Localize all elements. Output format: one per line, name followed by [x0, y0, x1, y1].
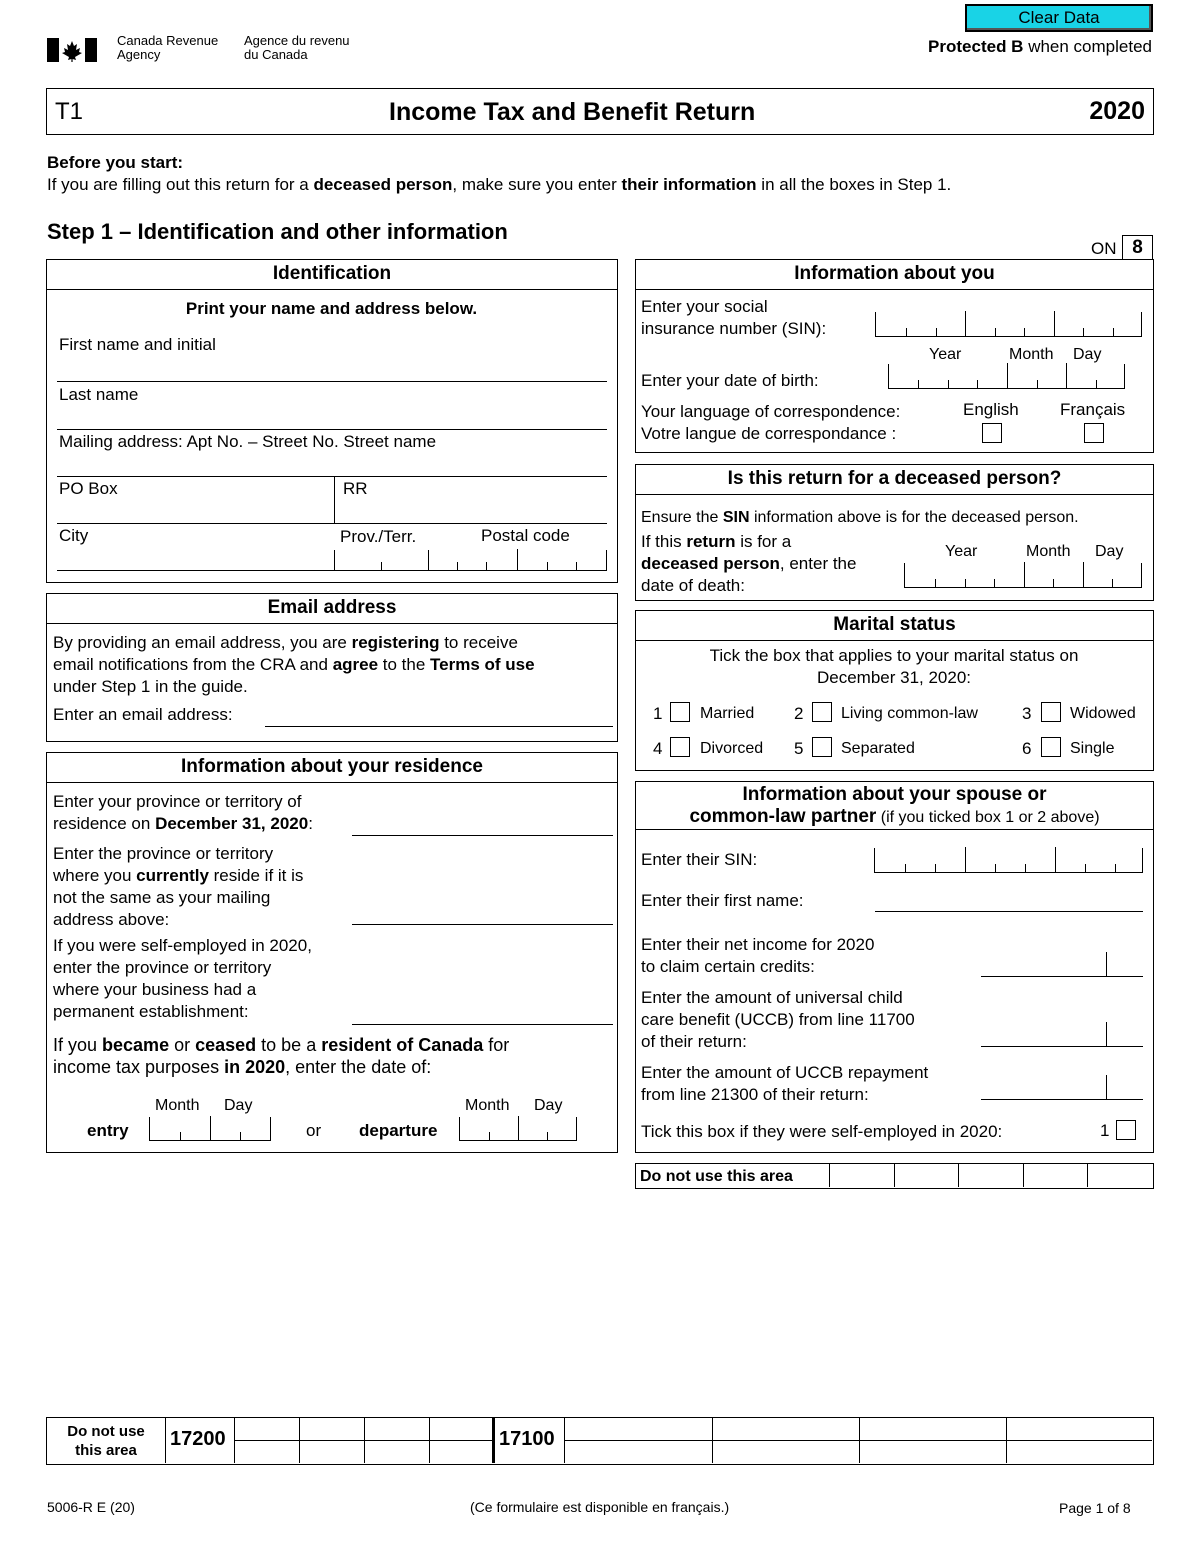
dob-day-label: Day: [1073, 346, 1102, 363]
residence-dec31-line: [352, 835, 613, 836]
po-box-line: [57, 523, 607, 524]
rr-input[interactable]: [343, 500, 605, 522]
spouse-uccb-repayment-label: Enter the amount of UCCB repayment from line 21300 of their return:: [641, 1063, 929, 1104]
widowed-checkbox[interactable]: [1041, 702, 1061, 722]
entry-label: entry: [87, 1121, 129, 1140]
departure-month-label: Month: [465, 1097, 510, 1114]
marital-option-num: 3: [1022, 704, 1032, 723]
spouse-net-income-field[interactable]: [981, 953, 1143, 977]
province-number-box: [1122, 235, 1153, 260]
english-checkbox[interactable]: [982, 423, 1002, 443]
common-law-label: Living common-law: [841, 705, 978, 722]
code-17100: 17100: [499, 1428, 555, 1450]
po-box-label: PO Box: [59, 479, 118, 498]
code-17200: 17200: [170, 1428, 226, 1450]
entry-date-field[interactable]: [149, 1117, 271, 1141]
death-month-label: Month: [1026, 543, 1071, 560]
or-label: or: [306, 1121, 322, 1140]
departure-label: departure: [359, 1121, 438, 1140]
marital-option-num: 6: [1022, 739, 1032, 758]
tax-year: 2020: [1089, 97, 1145, 125]
print-name-note: Print your name and address below.: [185, 299, 478, 318]
dob-year-label: Year: [929, 346, 962, 363]
marital-status-section: [635, 610, 1154, 771]
francais-label: Français: [1060, 400, 1126, 419]
single-label: Single: [1070, 740, 1115, 757]
deceased-header: Is this return for a deceased person?: [636, 465, 1153, 495]
city-line: [57, 570, 335, 571]
po-box-input[interactable]: [59, 500, 329, 522]
email-label: Enter an email address:: [53, 705, 233, 724]
death-date-field[interactable]: [904, 563, 1142, 588]
mailing-address-label: Mailing address: Apt No. – Street No. Street name: [59, 432, 437, 451]
widowed-label: Widowed: [1070, 705, 1136, 722]
protected-b-note: Protected B when completed: [928, 37, 1152, 56]
email-input[interactable]: [265, 704, 611, 726]
deceased-section: [635, 464, 1154, 601]
residence-section: [46, 752, 618, 1153]
entry-day-label: Day: [224, 1097, 253, 1114]
do-not-use-label: Do not use this area: [640, 1168, 793, 1185]
po-box-divider: [334, 476, 335, 523]
departure-day-label: Day: [534, 1097, 563, 1114]
form-code: 5006-R E (20): [47, 1499, 135, 1515]
do-not-use-area-bottom: [46, 1417, 1154, 1465]
before-you-start-text: If you are filling out this return for a deceased person, make sure you enter their information in all the boxes in Step 1.: [47, 175, 952, 194]
marital-option-num: 4: [653, 739, 663, 758]
separated-label: Separated: [841, 740, 915, 757]
email-section: [46, 593, 618, 742]
agency-name-english: Canada Revenue Agency: [117, 33, 219, 62]
agency-name-french: Agence du revenu du Canada: [244, 33, 350, 62]
entry-month-label: Month: [155, 1097, 200, 1114]
identification-header: Identification: [47, 260, 617, 290]
about-you-section: [635, 259, 1154, 453]
first-name-line: [57, 381, 607, 382]
self-employed-residence-input[interactable]: [353, 1001, 611, 1023]
resident-change-label: If you became or ceased to be a resident of Canada for income tax purposes in 2020, enter the date of:: [53, 1035, 510, 1077]
title-bar: [46, 88, 1154, 135]
self-employed-residence-line: [352, 1024, 613, 1025]
canada-flag-logo: [47, 38, 97, 62]
identification-section: [46, 259, 618, 583]
city-input[interactable]: [59, 547, 329, 569]
mailing-address-line: [57, 476, 607, 477]
death-year-label: Year: [945, 543, 978, 560]
prov-terr-field[interactable]: [334, 550, 429, 571]
current-residence-label: Enter the province or territory where you currently reside if it is not the same as your mailing address above:: [53, 844, 304, 929]
current-residence-input[interactable]: [353, 901, 611, 923]
marital-status-header: Marital status: [636, 611, 1153, 641]
english-label: English: [963, 400, 1019, 419]
email-text-line2: email notifications from the CRA and agree to the Terms of use: [53, 655, 535, 674]
page-number: Page 1 of 8: [1059, 1500, 1131, 1516]
step1-heading: Step 1 – Identification and other information: [47, 219, 508, 244]
form-title: Income Tax and Benefit Return: [389, 98, 756, 126]
sin-label: Enter your social insurance number (SIN):: [641, 297, 827, 338]
single-checkbox[interactable]: [1041, 737, 1061, 757]
death-day-label: Day: [1095, 543, 1124, 560]
spouse-self-employed-num: 1: [1100, 1121, 1110, 1140]
first-name-input[interactable]: [59, 358, 605, 380]
marital-option-num: 5: [794, 739, 804, 758]
residence-header: Information about your residence: [47, 753, 617, 783]
marital-note: Tick the box that applies to your marital status on December 31, 2020:: [709, 646, 1079, 687]
province-number: 8: [1132, 237, 1143, 258]
rr-label: RR: [343, 479, 368, 498]
email-header: Email address: [47, 594, 617, 624]
before-you-start-heading: Before you start:: [47, 153, 184, 172]
dob-month-label: Month: [1009, 346, 1054, 363]
residence-dec31-input[interactable]: [353, 812, 611, 834]
city-label: City: [59, 526, 89, 545]
first-name-label: First name and initial: [59, 335, 216, 354]
separated-checkbox[interactable]: [812, 737, 832, 757]
postal-code-label: Postal code: [481, 526, 570, 545]
spouse-self-employed-checkbox[interactable]: [1116, 1120, 1136, 1140]
dob-field[interactable]: [888, 364, 1125, 389]
spouse-uccb-field[interactable]: [981, 1023, 1143, 1047]
language-label: Your language of correspondence: Votre langue de correspondance :: [641, 402, 901, 443]
self-employed-residence-label: If you were self-employed in 2020, enter the province or territory where your business had a permanent establishment:: [53, 936, 312, 1021]
prov-terr-label: Prov./Terr.: [340, 527, 417, 546]
email-line: [265, 726, 613, 727]
spouse-first-name-input[interactable]: [877, 888, 1141, 910]
spouse-uccb-repayment-field[interactable]: [981, 1076, 1143, 1100]
spouse-section: [635, 781, 1154, 1153]
deceased-date-label: If this return is for a deceased person, enter the date of death:: [641, 532, 857, 595]
spouse-header: Information about your spouse or common-law partner (if you ticked box 1 or 2 above): [636, 782, 1153, 830]
marital-option-num: 1: [653, 704, 663, 723]
spouse-sin-field[interactable]: [874, 848, 1143, 873]
email-text-line1: By providing an email address, you are registering to receive: [53, 633, 518, 652]
last-name-line: [57, 429, 607, 430]
spouse-uccb-label: Enter the amount of universal child care benefit (UCCB) from line 11700 of their return:: [641, 988, 915, 1051]
form-number: T1: [55, 98, 84, 125]
common-law-checkbox[interactable]: [812, 702, 832, 722]
email-text-line3: under Step 1 in the guide.: [53, 677, 248, 696]
about-you-header: Information about you: [636, 260, 1153, 290]
divorced-checkbox[interactable]: [670, 737, 690, 757]
province-code: ON: [1091, 239, 1117, 258]
divorced-label: Divorced: [700, 740, 764, 757]
clear-data-button[interactable]: Clear Data: [965, 4, 1153, 32]
spouse-sin-label: Enter their SIN:: [641, 850, 758, 869]
marital-option-num: 2: [794, 704, 804, 723]
sin-field[interactable]: [875, 312, 1142, 337]
spouse-first-name-line: [875, 911, 1143, 912]
married-checkbox[interactable]: [670, 702, 690, 722]
spouse-net-income-label: Enter their net income for 2020 to claim certain credits:: [641, 935, 875, 976]
last-name-label: Last name: [59, 385, 139, 404]
spouse-self-employed-label: Tick this box if they were self-employed in 2020:: [641, 1122, 1003, 1141]
francais-checkbox[interactable]: [1084, 423, 1104, 443]
do-not-use-area-right: [635, 1163, 1154, 1189]
last-name-input[interactable]: [59, 406, 605, 428]
current-residence-line: [352, 924, 613, 925]
dob-label: Enter your date of birth:: [641, 371, 819, 390]
do-not-use-bottom-label: Do not use this area: [67, 1423, 145, 1459]
spouse-first-name-label: Enter their first name:: [641, 891, 804, 910]
departure-date-field[interactable]: [459, 1117, 577, 1141]
mailing-address-input[interactable]: [59, 453, 605, 475]
married-label: Married: [700, 705, 755, 722]
french-availability-note: (Ce formulaire est disponible en français.): [470, 1499, 730, 1515]
deceased-sin-note: Ensure the SIN information above is for the deceased person.: [641, 509, 1079, 526]
postal-code-field[interactable]: [429, 550, 607, 571]
residence-dec31-label: Enter your province or territory of residence on December 31, 2020:: [53, 792, 313, 833]
